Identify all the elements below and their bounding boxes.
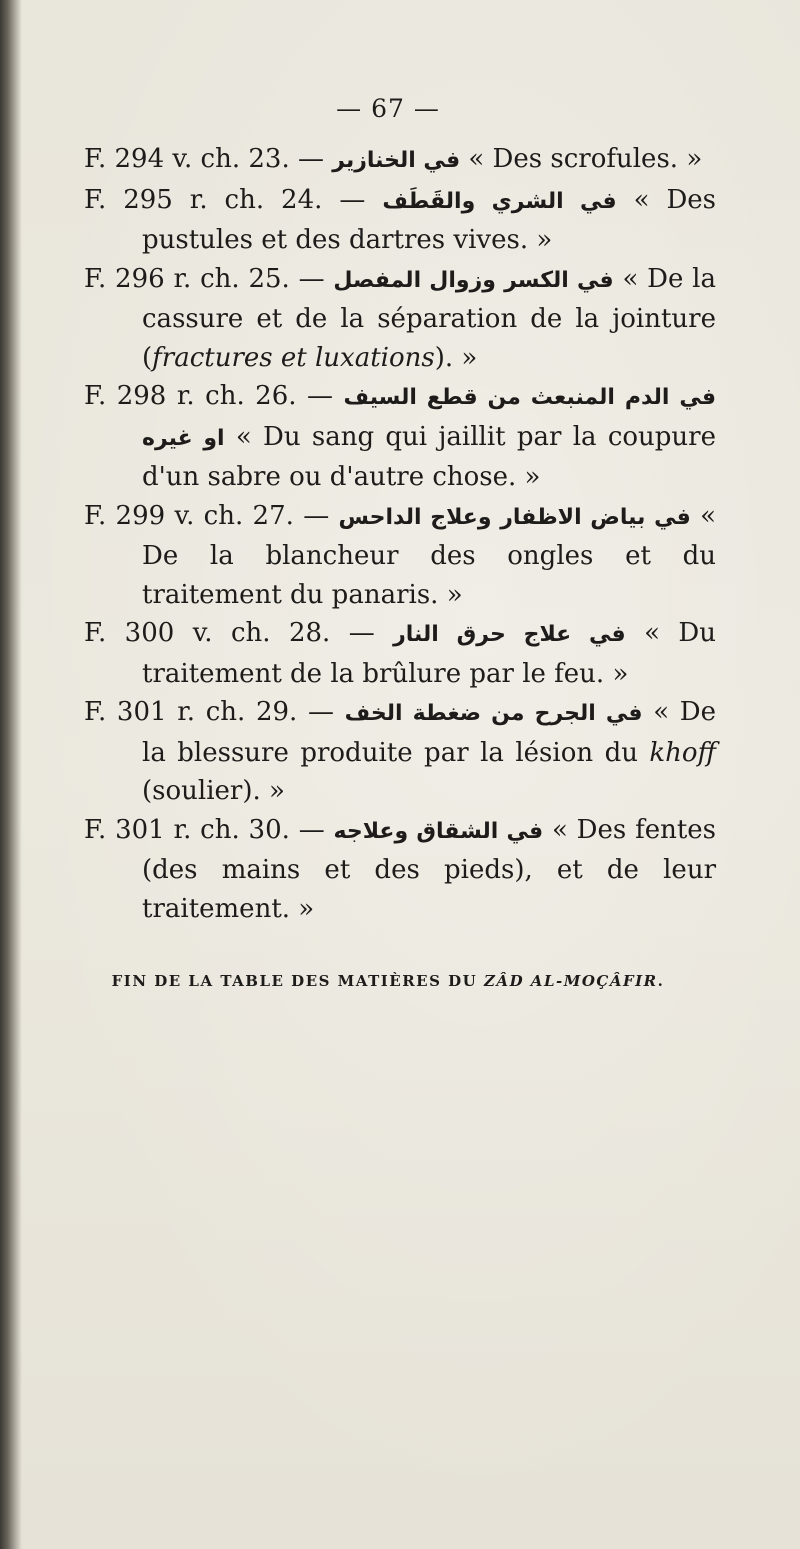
french-translation: « De la blancheur des ongles et du traitement du panaris. » [142, 500, 717, 610]
folio-reference: F. 299 v. ch. 27. — [84, 500, 330, 531]
toc-entry [84, 260, 716, 378]
toc-entry [84, 377, 716, 497]
toc-entry [84, 811, 716, 929]
arabic-title: في الشري والقَطَف [382, 188, 617, 214]
french-translation: « De la blessure produite par la lésion du [142, 697, 716, 768]
arabic-title: في الشقاق وعلاجه [333, 818, 544, 844]
toc-entry [84, 693, 716, 811]
folio-reference: F. 295 r. ch. 24. — [84, 184, 366, 215]
french-translation: « Des fentes (des mains et des pieds), et de leur traitement. » [142, 814, 717, 924]
folio-reference: F. 296 r. ch. 25. — [84, 263, 325, 294]
table-of-contents-entries [84, 140, 716, 928]
french-translation: « Des pustules et des dartres vives. » [142, 184, 717, 255]
toc-entry [84, 614, 716, 693]
french-translation-italic: khoff [649, 737, 716, 768]
french-translation: « De la cassure et de la séparation de la jointure ( [142, 263, 716, 373]
folio-reference: F. 301 r. ch. 30. — [84, 814, 325, 845]
arabic-title: في علاج حرق النار [393, 622, 626, 647]
folio-reference: F. 294 v. ch. 23. — [84, 144, 324, 174]
french-translation-italic: fractures et luxations [152, 342, 435, 373]
end-note-period: . [657, 972, 665, 990]
french-translation: « Du sang qui jaillit par la coupure d'un sabre ou d'autre chose. » [142, 421, 716, 492]
toc-entry [84, 140, 716, 181]
page-number: — 67 — [336, 94, 440, 123]
folio-reference: F. 301 r. ch. 29. — [84, 697, 334, 727]
book-title: ZÂD AL-MOÇÂFIR [483, 972, 658, 990]
toc-entry [84, 181, 716, 260]
end-of-table-note [0, 972, 776, 990]
french-translation-end: ). » [434, 342, 478, 373]
arabic-title: في بياض الاظفار وعلاج الداحس [338, 504, 691, 530]
arabic-title: في الكسر وزوال المفصل [333, 267, 614, 293]
french-translation-end: (soulier). » [142, 776, 285, 806]
toc-entry [84, 497, 716, 615]
folio-reference: F. 298 r. ch. 26. — [84, 381, 334, 411]
end-note-text: FIN DE LA TABLE DES MATIÈRES DU [111, 972, 484, 990]
arabic-title: في الجرح من ضغطة الخف [344, 701, 643, 726]
french-translation: « Du traitement de la brûlure par le feu. » [142, 618, 716, 689]
french-translation: « Des scrofules. » [468, 144, 703, 174]
folio-reference: F. 300 v. ch. 28. — [84, 618, 375, 648]
arabic-title: في الدم المنبعث من قطع السيف او غيره [142, 385, 717, 451]
page-binding-edge [0, 0, 22, 1549]
arabic-title: في الخنازير [332, 148, 461, 173]
